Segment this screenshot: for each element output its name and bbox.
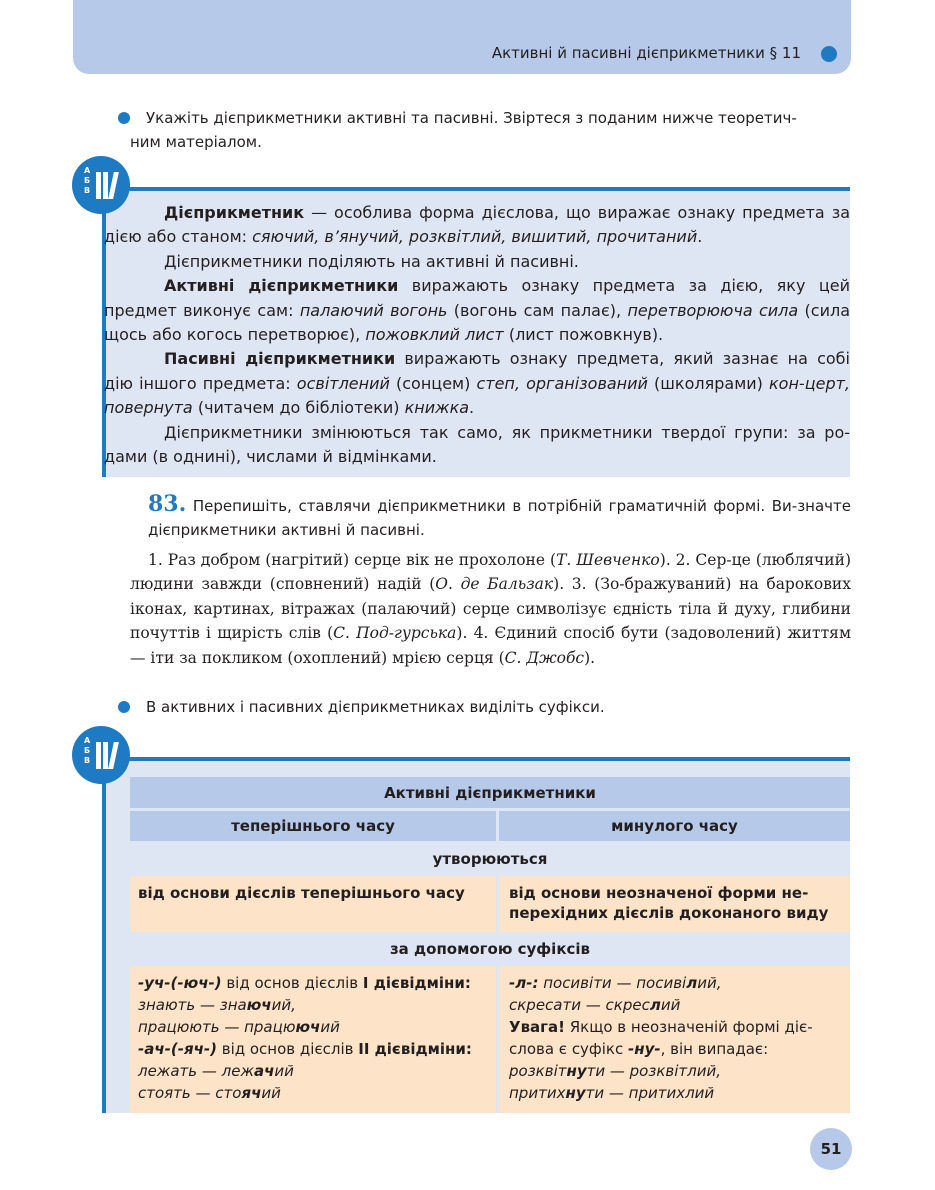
past-example-1a: посивіти — посиві: [538, 974, 687, 992]
conjugation-1: I дієвідміни:: [362, 974, 471, 992]
suffix-2-text: від основ дієслів: [216, 1040, 359, 1058]
example-4b: яч: [241, 1084, 262, 1102]
header-dot-icon: [821, 46, 837, 62]
theory-p1-end: .: [697, 227, 703, 247]
sentence-3: ). 3. (Зо-бражуваний) на барокових іконах, картинах, вітражах (палаючий) серце символізує єдність тіла й духу, глибини почуттів і щирість слів (: [130, 575, 852, 643]
past-example-2a: скресати — скрес: [509, 996, 650, 1014]
book-bar-icon: [108, 742, 119, 769]
example-1b: юч: [246, 996, 272, 1014]
past-example-4c: ти — притихлий: [585, 1084, 715, 1102]
past-example-4a: притих: [509, 1084, 566, 1102]
example-2c: ий: [320, 1018, 340, 1036]
theory-p5: Дієприкметники змінюються так само, як прикметники твердої групи: за ро-дами (в однині), числами й відмінками.: [104, 422, 850, 467]
note-suffix: -ну-: [628, 1040, 661, 1058]
theory-p3-text-3: (сила щось або когось перетворює),: [104, 300, 851, 345]
example-2b: юч: [295, 1018, 321, 1036]
past-example-3a: розквіт: [509, 1062, 567, 1080]
theory-p4-text-4: (читачем до бібліотеки): [192, 398, 405, 418]
page-header: [73, 0, 851, 74]
author-2: О. де Бальзак: [435, 575, 554, 594]
suffix-present-cell: [130, 966, 496, 1113]
abv-books-icon: [72, 156, 130, 214]
exercise-instruction-text: Перепишіть, ставлячи дієприкметники в потрібній граматичній формі. Ви-значте дієприкметники активні й пасивні.: [148, 497, 851, 539]
table-col-present: теперішнього часу: [130, 811, 496, 841]
term-passive: Пасивні дієприкметники: [164, 349, 396, 369]
page-number: 51: [810, 1128, 852, 1170]
formed-past-cell: від основи неозначеної форми не-перехідних дієслів доконаного виду: [499, 876, 850, 932]
task-1-line-1: Укажіть дієприкметники активні та пасивні. Звіртеся з поданим нижче теоретич-: [146, 109, 797, 127]
book-bar-icon: [103, 742, 108, 769]
example-3c: ий: [274, 1062, 294, 1080]
example-1a: знають — зна: [138, 996, 247, 1014]
theory-p3-example-1: палаючий вогонь: [299, 300, 448, 320]
suffix-uch: -уч-: [138, 974, 171, 992]
note-label: Увага!: [509, 1018, 565, 1036]
past-example-3b: ну: [566, 1062, 587, 1080]
theory-p3-text-2: (вогонь сам палає),: [447, 300, 628, 320]
sentence-2: ). 2. Сер-це (люблячий) людини завжди (сповнений) надій (: [130, 551, 851, 594]
table-box: [102, 757, 850, 1113]
table-row-formed: утворюються: [130, 845, 850, 873]
example-2a: працюють — працю: [138, 1018, 296, 1036]
theory-p3-text-4: (лист пожовкнув).: [503, 325, 664, 345]
example-3a: лежать — леж: [138, 1062, 254, 1080]
term-participle: Дієприкметник: [164, 203, 305, 222]
example-4c: ий: [261, 1084, 281, 1102]
author-3: С. Под-гурська: [333, 624, 457, 643]
theory-text: [104, 201, 851, 469]
theory-p4-text-1: виражають ознаку предмета, який зазнає на собі дію іншого предмета:: [104, 349, 850, 393]
theory-p4-example-2: степ, організований: [476, 373, 648, 393]
theory-p4-end: .: [469, 398, 475, 418]
theory-p4-text-3: (школярами): [647, 373, 770, 393]
bullet-icon: [118, 701, 130, 713]
theory-p4-example-3: кон-церт, повернута: [104, 373, 850, 418]
book-bar-icon: [103, 172, 108, 199]
suffix-past-cell: [499, 966, 850, 1113]
past-example-3c: ти — розквітлий,: [586, 1062, 721, 1080]
book-bar-icon: [108, 172, 119, 199]
section-title: Активні й пасивні дієприкметники § 11: [491, 44, 801, 62]
table-left-line: [102, 757, 106, 1113]
formed-present-cell: від основи дієслів теперішнього часу: [130, 876, 496, 932]
note-end: , він випадає:: [660, 1040, 769, 1058]
theory-p4-example-4: книжка: [404, 398, 470, 418]
sentence-4: ). 4. Єдиний спосіб бути (задоволений) життям — іти за покликом (охоплений) мрією серця (: [130, 624, 851, 667]
theory-p4-text-2: (сонцем): [389, 373, 477, 393]
conjugation-2: II дієвідміни:: [358, 1040, 472, 1058]
sentence-4-end: ).: [584, 648, 596, 667]
exercise-number: 83.: [148, 491, 187, 517]
term-active: Активні дієприкметники: [164, 276, 399, 296]
suffix-yuch: (-юч-): [170, 974, 222, 992]
suffix-yach: (-яч-): [170, 1040, 217, 1058]
table-row-suffix: за допомогою суфіксів: [130, 935, 850, 963]
note-text: Якщо в неозначеній формі діє-слова є суфікс: [509, 1018, 813, 1058]
theory-box: [102, 187, 850, 477]
book-bar-icon: [96, 742, 101, 769]
theory-p2: Дієприкметники поділяють на активні й пасивні.: [164, 251, 579, 271]
example-1c: ий,: [271, 996, 296, 1014]
theory-p1-text: — особлива форма дієслова, що виражає ознаку предмета за дією або станом:: [104, 203, 850, 247]
abv-icon-letters: А Б В: [84, 736, 91, 765]
theory-p3-text-1: виражають ознаку предмета за дією, яку цей предмет виконує сам:: [104, 276, 851, 320]
example-3b: ач: [253, 1062, 275, 1080]
exercise-sentences: [130, 548, 851, 670]
abv-books-icon: [72, 726, 130, 784]
theory-p3-example-3: пожовклий лист: [365, 325, 504, 345]
table-col-past: минулого часу: [499, 811, 850, 841]
bullet-icon: [118, 112, 130, 124]
past-example-2b: л: [649, 996, 661, 1014]
task-1-line-2: ним матеріалом.: [130, 133, 262, 151]
example-4a: стоять — сто: [138, 1084, 242, 1102]
past-example-1c: ий,: [697, 974, 722, 992]
sentence-1: 1. Раз добром (нагрітий) серце вік не прохолоне (: [148, 551, 557, 569]
table-top-line: [102, 757, 850, 761]
author-1: Т. Шевченко: [556, 551, 660, 569]
theory-p3-example-2: перетворююча сила: [627, 300, 799, 320]
suffix-l: -л-:: [509, 974, 539, 992]
exercise-instruction: [148, 492, 851, 542]
theory-top-line: [102, 187, 850, 191]
past-example-4b: ну: [565, 1084, 586, 1102]
suffix-1-text: від основ дієслів: [221, 974, 363, 992]
book-bar-icon: [96, 172, 101, 199]
task-2: В активних і пасивних дієприкметниках виділіть суфікси.: [146, 698, 605, 716]
abv-icon-letters: А Б В: [84, 166, 91, 195]
past-example-2c: ий: [660, 996, 681, 1014]
suffix-ach: -ач-: [138, 1040, 171, 1058]
table-title: Активні дієприкметники: [130, 777, 850, 808]
author-4: С. Джобс: [504, 648, 585, 667]
theory-p1-examples: сяючий, в’янучий, розквітлий, вишитий, прочитаний: [252, 227, 698, 247]
theory-p4-example-1: освітлений: [296, 373, 390, 393]
task-1: [130, 106, 851, 154]
past-example-1b: л: [686, 974, 698, 992]
